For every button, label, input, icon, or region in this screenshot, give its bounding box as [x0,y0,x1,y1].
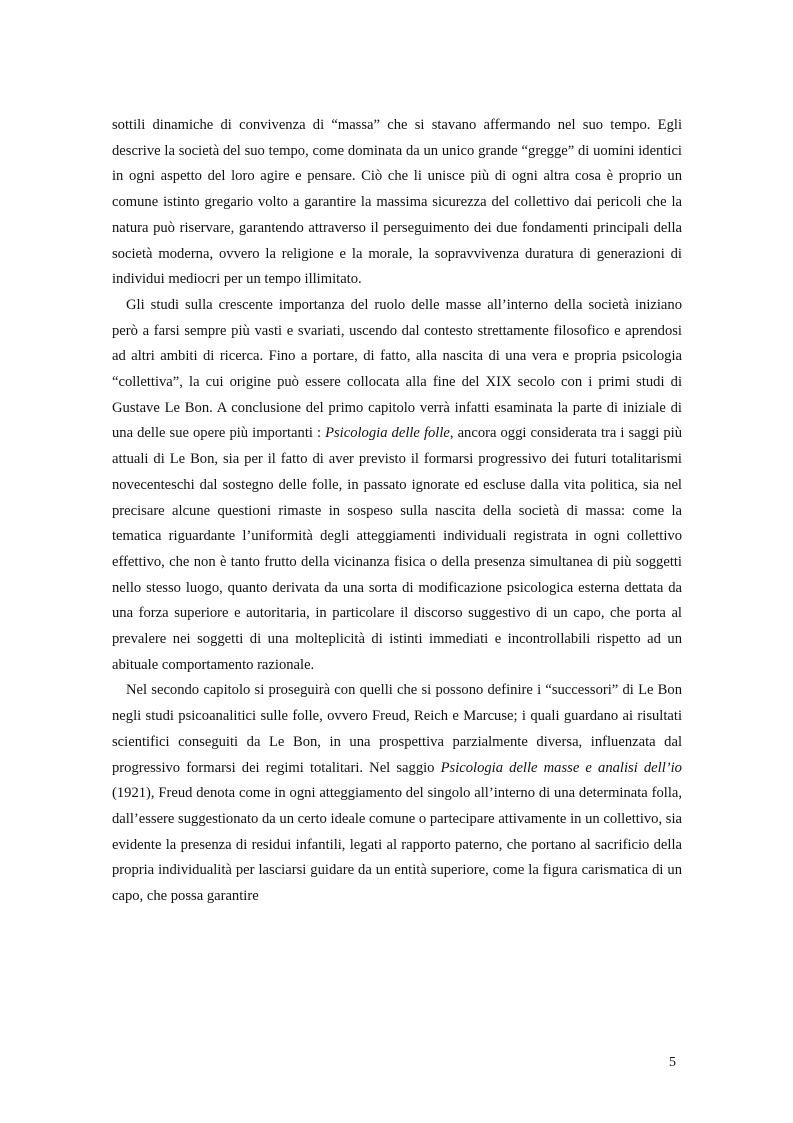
paragraph-2-text-a: Gli studi sulla crescente importanza del ruolo delle masse all’interno della società iniziano però a farsi sempre più vasti e svariati, uscendo dal contesto strettamente filosofico e aprendosi ad altri ambiti di ricerca. Fino a portare, di fatto, alla nascita di una vera e propria psicologia “collettiva”, la cui origine può essere collocata alla fine del XIX secolo con i primi studi di Gustave Le Bon. A conclusione del primo capitolo verrà infatti esaminata la parte di iniziale di una delle sue opere più importanti : [112,296,682,442]
page-number: 5 [669,1055,676,1070]
paragraph-1-text: sottili dinamiche di convivenza di “massa” che si stavano affermando nel suo tempo. Egli descrive la società del suo tempo, come dominata da un unico grande “gregge” di uomini identici in ogni aspetto del loro agire e pensare. Ciò che li unisce più di ogni altra cosa è proprio un comune istinto gregario volto a garantire la massima sicurezza del collettivo dai pericoli che la natura può riservare, garantendo attraverso il perseguimento dei due fondamenti principali della società moderna, ovvero la religione e la morale, la sopravvivenza duratura di generazioni di individui mediocri per un tempo illimitato. [112,117,682,288]
paragraph-2 [112,293,682,679]
paragraph-3-text-a: Nel secondo capitolo si proseguirà con quelli che si possono definire i “successori” di Le Bon negli studi psicoanalitici sulle folle, ovvero Freud, Reich e Marcuse; i quali guardano ai risultati scientifici conseguiti da Le Bon, in una prospettiva parzialmente diversa, influenzata dal progressivo formarsi dei regimi totalitari. Nel saggio [112,682,682,776]
document-body [112,113,682,910]
paragraph-3-text-b: (1921), Freud denota come in ogni atteggiamento del singolo all’interno di una determinata folla, dall’essere suggestionato da un certo ideale comune o partecipare attivamente in un collettivo, sia evidente la presenza di residui infantili, legati al rapporto paterno, che portano al sacrificio della propria individualità per lasciarsi guidare da un entità superiore, come la figura carismatica di un capo, che possa garantire [112,785,682,905]
paragraph-3 [112,678,682,909]
paragraph-1 [112,113,682,293]
book-title-psicologia-delle-masse: Psicologia delle masse e analisi dell’io [440,759,682,776]
book-title-psicologia-delle-folle: Psicologia delle folle [325,425,450,442]
paragraph-2-text-b: , ancora oggi considerata tra i saggi più attuali di Le Bon, sia per il fatto di aver previsto il formarsi progressivo dei futuri totalitarismi novecenteschi dal sostegno delle folle, in passato ignorate ed escluse dalla vita politica, sia nel precisare alcune questioni rimaste in sospeso sulla nascita della società di massa: come la tematica riguardante l’uniformità degli atteggiamenti individuali registrata in ogni collettivo effettivo, che non è tanto frutto della vicinanza fisica o della presenza simultanea di più soggetti nello stesso luogo, quanto derivata da una sorta di modificazione psicologica esterna dettata da una forza superiore e autoritaria, in particolare il discorso suggestivo di un capo, che porta al prevalere nei soggetti di una molteplicità di istinti immediati e incontrollabili rispetto ad un abituale comportamento razionale. [112,425,682,673]
